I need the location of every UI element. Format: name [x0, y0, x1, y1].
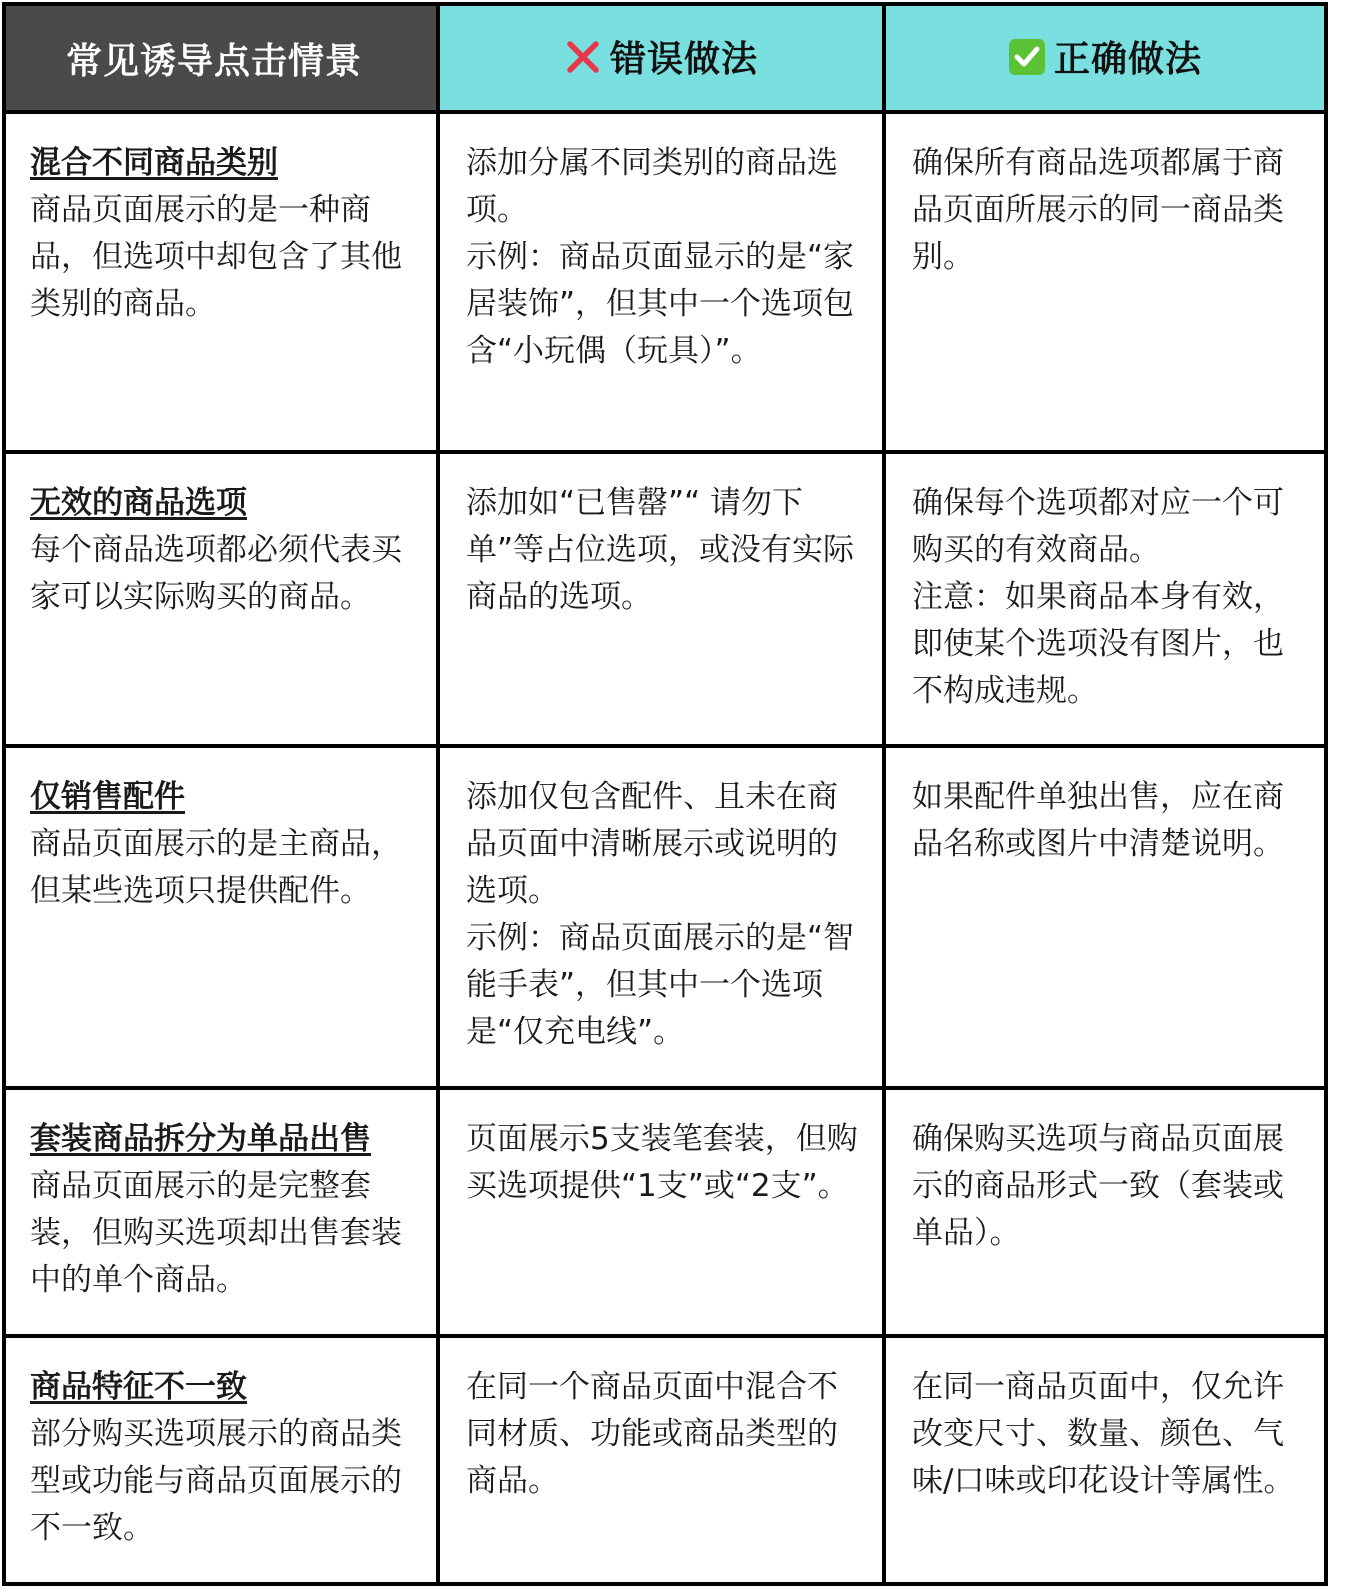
correct-note: 注意：如果商品本身有效，即使某个选项没有图片，也不构成违规。 — [912, 579, 1284, 709]
scenario-cell — [4, 1336, 438, 1584]
scenario-cell — [4, 452, 438, 746]
scenario-description: 商品页面展示的是一种商品，但选项中却包含了其他类别的商品。 — [30, 192, 402, 322]
scenario-title: 混合不同商品类别 — [30, 145, 278, 181]
correct-practice-cell — [884, 1336, 1326, 1584]
wrong-practice-cell — [438, 1088, 884, 1336]
scenario-cell — [4, 746, 438, 1088]
correct-practice-cell — [884, 112, 1326, 452]
correct-text: 确保每个选项都对应一个可购买的有效商品。 — [912, 485, 1284, 568]
correct-text: 在同一商品页面中，仅允许改变尺寸、数量、颜色、气味/口味或印花设计等属性。 — [912, 1369, 1295, 1499]
table-row — [4, 452, 1326, 746]
wrong-practice-cell — [438, 1336, 884, 1584]
scenario-description: 商品页面展示的是完整套装，但购买选项却出售套装中的单个商品。 — [30, 1168, 402, 1298]
table-row — [4, 112, 1326, 452]
scenario-title: 仅销售配件 — [30, 779, 185, 815]
wrong-practice-cell — [438, 112, 884, 452]
wrong-text: 添加分属不同类别的商品选项。 — [466, 145, 838, 228]
correct-text: 如果配件单独出售，应在商品名称或图片中清楚说明。 — [912, 779, 1284, 862]
wrong-text: 添加仅包含配件、且未在商品页面中清晰展示或说明的选项。 — [466, 779, 838, 909]
scenario-title: 无效的商品选项 — [30, 485, 247, 521]
wrong-text: 页面展示5支装笔套装，但购买选项提供“1支”或“2支”。 — [466, 1121, 858, 1204]
header-wrong: 错误做法 — [438, 4, 884, 112]
check-mark-icon — [1008, 38, 1046, 85]
correct-text: 确保购买选项与商品页面展示的商品形式一致（套装或单品）。 — [912, 1121, 1284, 1251]
wrong-practice-cell — [438, 746, 884, 1088]
wrong-example: 示例：商品页面展示的是“智能手表”，但其中一个选项是“仅充电线”。 — [466, 920, 855, 1050]
scenario-title: 商品特征不一致 — [30, 1369, 247, 1405]
table-row — [4, 746, 1326, 1088]
header-row — [4, 4, 1326, 112]
scenario-description: 部分购买选项展示的商品类型或功能与商品页面展示的不一致。 — [30, 1416, 402, 1546]
cross-mark-icon — [564, 38, 602, 85]
wrong-practice-cell — [438, 452, 884, 746]
wrong-example: 示例：商品页面显示的是“家居装饰”，但其中一个选项包含“小玩偶（玩具）”。 — [466, 239, 855, 369]
scenario-description: 商品页面展示的是主商品，但某些选项只提供配件。 — [30, 826, 402, 909]
correct-practice-cell — [884, 746, 1326, 1088]
scenario-cell — [4, 112, 438, 452]
correct-text: 确保所有商品选项都属于商品页面所展示的同一商品类别。 — [912, 145, 1284, 275]
table-row — [4, 1088, 1326, 1336]
correct-practice-cell — [884, 452, 1326, 746]
header-correct: 正确做法 — [884, 4, 1326, 112]
scenario-description: 每个商品选项都必须代表买家可以实际购买的商品。 — [30, 532, 402, 615]
wrong-text: 添加如“已售罄”“ 请勿下单”等占位选项，或没有实际商品的选项。 — [466, 485, 855, 615]
clickbait-scenarios-table — [2, 2, 1328, 1586]
wrong-text: 在同一个商品页面中混合不同材质、功能或商品类型的商品。 — [466, 1369, 838, 1499]
table-row — [4, 1336, 1326, 1584]
scenario-cell — [4, 1088, 438, 1336]
scenario-title: 套装商品拆分为单品出售 — [30, 1121, 371, 1157]
header-scenario: 常见诱导点击情景 — [4, 4, 438, 112]
correct-practice-cell — [884, 1088, 1326, 1336]
